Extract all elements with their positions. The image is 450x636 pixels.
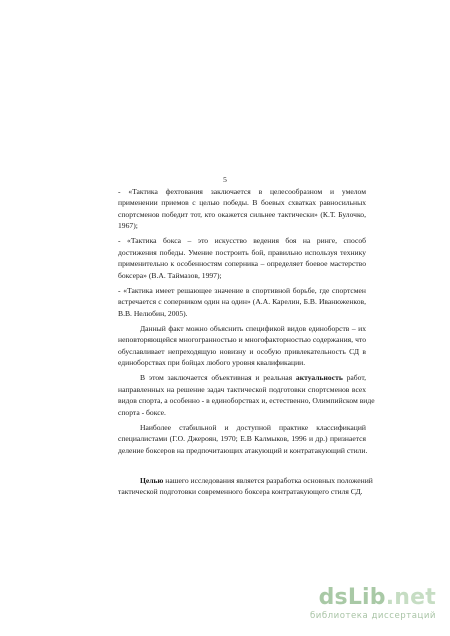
text-line: - «Тактика бокса – это искусство ведения боя на ринге, способ [118,236,366,246]
text-fragment: работ, [342,373,366,383]
text-line: - «Тактика фехтования заключается в целесообразном и умелом [118,187,366,196]
text-line: применении приемов с целью победы. В боевых схватках равносильных [118,198,366,208]
text-line: обуславливает непреходящую новизну и особую привлекательность СД в [118,346,366,356]
text-line [118,475,373,486]
text-line: спортсменов победит тот, кто окажется сильнее тактически» (К.Т. Булочко, [118,209,366,219]
text-line: Наиболее стабильной и доступной практике классификаций [140,422,366,432]
paragraph-specifics [118,323,366,369]
text-line: 1967); [118,221,138,231]
watermark-logo-tld: .net [385,585,436,610]
text-fragment: нашего исследования является разработка основных положений [163,475,373,485]
paragraph-classification [118,422,366,456]
text-line: применительно к особенностям соперника – определяет боевое мастерство [118,259,366,269]
keyword-relevance: актуальность [295,373,343,383]
watermark-logo-main: dsLib [318,585,386,610]
page-number: 5 [223,175,227,184]
spacer [118,460,366,475]
text-line: В.В. Нелюбин, 2005). [118,308,188,318]
paragraph-quote-fencing [118,186,366,232]
text-line: единоборствах при бойцах любого уровня квалификации. [118,358,306,368]
text-line: специалистами (Г.О. Джероян, 1970; Е.В Калмыков, 1996 и др.) признается [118,434,366,444]
text-line: видов спорта, а особенно - в единоборствах и, естественно, Олимпийском виде [118,396,375,406]
text-line: спорта - боксе. [118,407,166,417]
paragraph-quote-sport [118,285,366,319]
watermark [256,586,436,626]
text-line: - «Тактика имеет решающее значение в спортивной борьбе, где спортсмен [118,285,366,295]
text-line: боксера» (В.А. Таймазов, 1997); [118,270,222,280]
text-line: неповторяющейся многогранностью и многофакторностью содержания, что [118,335,366,345]
keyword-goal: Целью [140,475,164,485]
watermark-logo [319,586,436,610]
document-body [118,186,375,501]
text-line [118,372,366,383]
paragraph-quote-boxing [118,235,366,281]
text-line: Данный факт можно объяснить спецификой видов единоборств – их [140,323,366,333]
paragraph-goal [118,475,373,498]
text-line: встречается с соперником один на один» (А.А. Карелин, Б.В. Иванюженков, [118,297,366,307]
text-line: тактической подготовки современного боксера контратакующего стиля СД. [118,487,363,497]
text-line: достижения победы. Умение построить бой, правильно используя технику [118,247,366,257]
paragraph-relevance [118,372,375,418]
text-line: направленных на решение задач тактической подготовки спортсменов всех [118,384,366,394]
text-fragment: В этом заключается объективная и реальная [140,373,296,383]
watermark-subtitle: библиотека диссертаций [309,611,436,621]
text-line: деление боксеров на предпочитающих атакующий и контратакующий стили. [118,445,368,455]
